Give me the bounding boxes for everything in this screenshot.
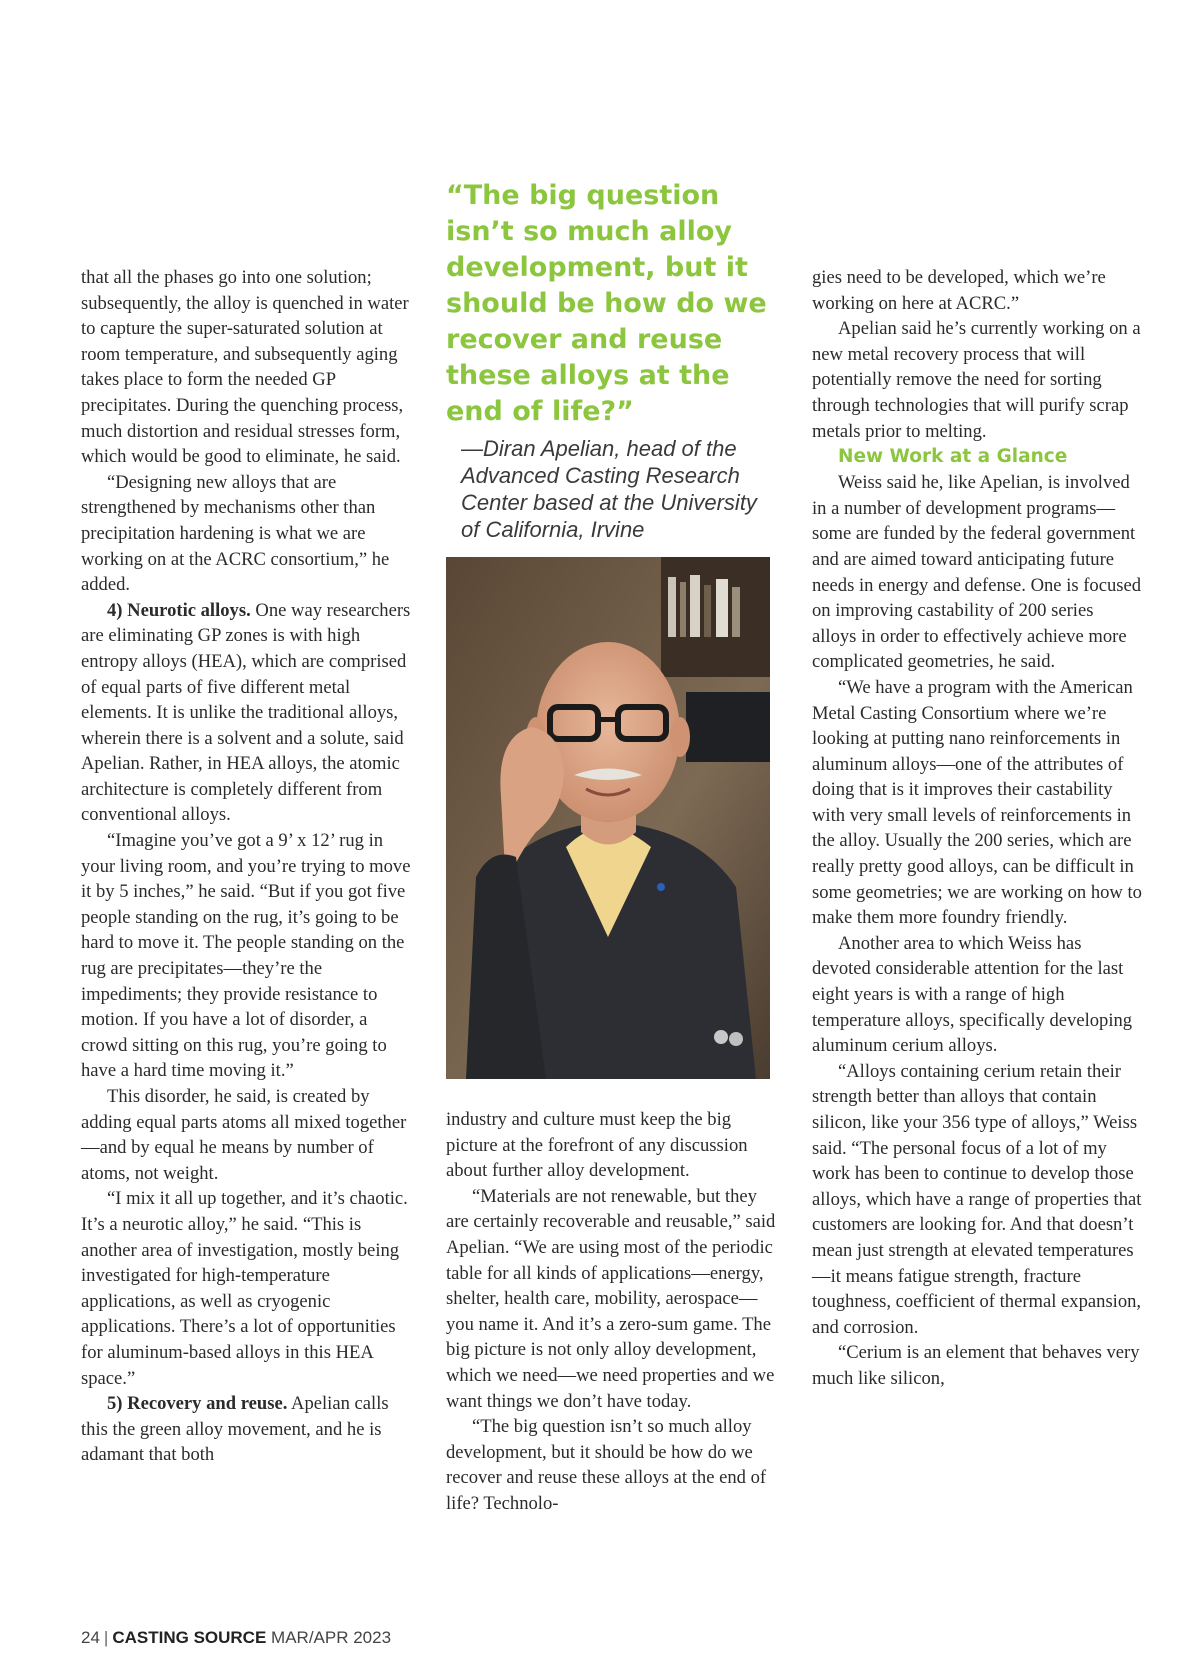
- section-subhead: New Work at a Glance: [838, 446, 1068, 468]
- paragraph: “Imagine you’ve got a 9’ x 12’ rug in your living room, and you’re trying to move it by 5 inches,” he said. “But if you got five people standing on the rug, it’s going to be hard to move it. The people standing on the rug are precipitates—they’re the impediments; they provide resistance to motion. If you have a lot of disorder, a crowd sitting on this rug, you’re going to have a hard time moving it.”: [81, 830, 411, 1082]
- paragraph: “We have a program with the American Metal Casting Consortium where we’re looking at putting nano reinforcements in aluminum alloys—one of the attributes of doing that is it improves their castability with very small levels of reinforcements in the alloy. Usually the 200 series, which are really pretty good alloys, can be difficult in some geometries; we are working on how to make them more foundry friendly.: [812, 676, 1142, 929]
- pull-quote: “The big question isn’t so much alloy development, but it should be how do we recover and reuse these alloys at the end of life?”: [446, 180, 767, 427]
- paragraph: “The big question isn’t so much alloy development, but it should be how do we recover and reuse these alloys at the end of life? Technolo-: [446, 1416, 767, 1514]
- portrait-photo: [446, 557, 770, 1079]
- paragraph: “I mix it all up together, and it’s chaotic. It’s a neurotic alloy,” he said. “This is another area of investigation, mostly being investigated for high-temperature applications, as well as cryogenic applications. There’s a lot of opportunities for aluminum-based alloys in this HEA space.”: [81, 1188, 408, 1389]
- quote-attribution: —Diran Apelian, head of the Advanced Casting Research Center based at the University of California, Irvine: [461, 436, 757, 542]
- paragraph: “Designing new alloys that are strengthened by mechanisms other than precipitation hardening is what we are working on at the ACRC consortium,” he added.: [81, 471, 390, 596]
- page-footer: [81, 1628, 391, 1648]
- issue-date: MAR/APR 2023: [271, 1628, 392, 1647]
- paragraph: Another area to which Weiss has devoted considerable attention for the last eight years is with a range of high temperature alloys, specifically developing aluminum cerium alloys.: [812, 932, 1133, 1057]
- article-column-1: [81, 265, 411, 1468]
- article-column-2: [446, 1107, 776, 1517]
- section-lead: 4) Neurotic alloys.: [107, 599, 251, 621]
- paragraph: “Materials are not renewable, but they are certainly recoverable and reusable,” said Apelian. “We are using most of the periodic table for all kinds of applications—energy, shelter, health care, mobility, aerospace—you name it. And it’s a zero-sum game. The big picture is not only alloy development, which we need—we need properties and we want things we don’t have today.: [446, 1185, 776, 1412]
- paragraph: Apelian said he’s currently working on a new metal recovery process that will potentially remove the need for sorting through technologies that will purify scrap metals prior to melting.: [812, 318, 1141, 442]
- paragraph: that all the phases go into one solution; subsequently, the alloy is quenched in water to capture the super-saturated solution at room temperature, and subsequently aging takes place to form the needed GP precipitates. During the quenching process, much distortion and residual stresses form, which would be good to eliminate, he said.: [81, 267, 409, 468]
- paragraph: This disorder, he said, is created by adding equal parts atoms all mixed together—and by equal he means by number of atoms, not weight.: [81, 1086, 407, 1184]
- section-lead: 5) Recovery and reuse.: [107, 1393, 288, 1415]
- article-column-3: [812, 265, 1142, 1392]
- paragraph: 5) Recovery and reuse. Apelian calls this the green alloy movement, and he is adamant that both: [81, 1393, 389, 1466]
- footer-separator: |: [103, 1628, 109, 1647]
- paragraph: 4) Neurotic alloys. One way researchers are eliminating GP zones is with high entropy alloys (HEA), which are comprised of equal parts of five different metal elements. It is unlike the traditional alloys, wherein there is a solvent and a solute, said Apelian. Rather, in HEA alloys, the atomic architecture is completely different from conventional alloys.: [81, 599, 411, 826]
- paragraph: gies need to be developed, which we’re working on here at ACRC.”: [812, 267, 1106, 314]
- paragraph: “Alloys containing cerium retain their strength better than alloys that contain silicon, like your 356 type of alloys,” Weiss said. “The personal focus of a lot of my work has been to continue to develop those alloys, which have a range of properties that customers are looking for. And that doesn’t mean just strength at elevated temperatures—it means fatigue strength, fracture toughness, coefficient of thermal expansion, and corrosion.: [812, 1060, 1142, 1338]
- paragraph: Weiss said he, like Apelian, is involved in a number of development programs—some are funded by the federal government and are aimed toward anticipating future needs in energy and defense. One is focused on improving castability of 200 series alloys in order to effectively achieve more complicated geometries, he said.: [812, 472, 1142, 673]
- paragraph: “Cerium is an element that behaves very much like silicon,: [812, 1342, 1140, 1389]
- paragraph: industry and culture must keep the big picture at the forefront of any discussion about further alloy development.: [446, 1109, 748, 1182]
- magazine-name: CASTING SOURCE: [112, 1628, 267, 1647]
- page-number: 24: [81, 1628, 100, 1647]
